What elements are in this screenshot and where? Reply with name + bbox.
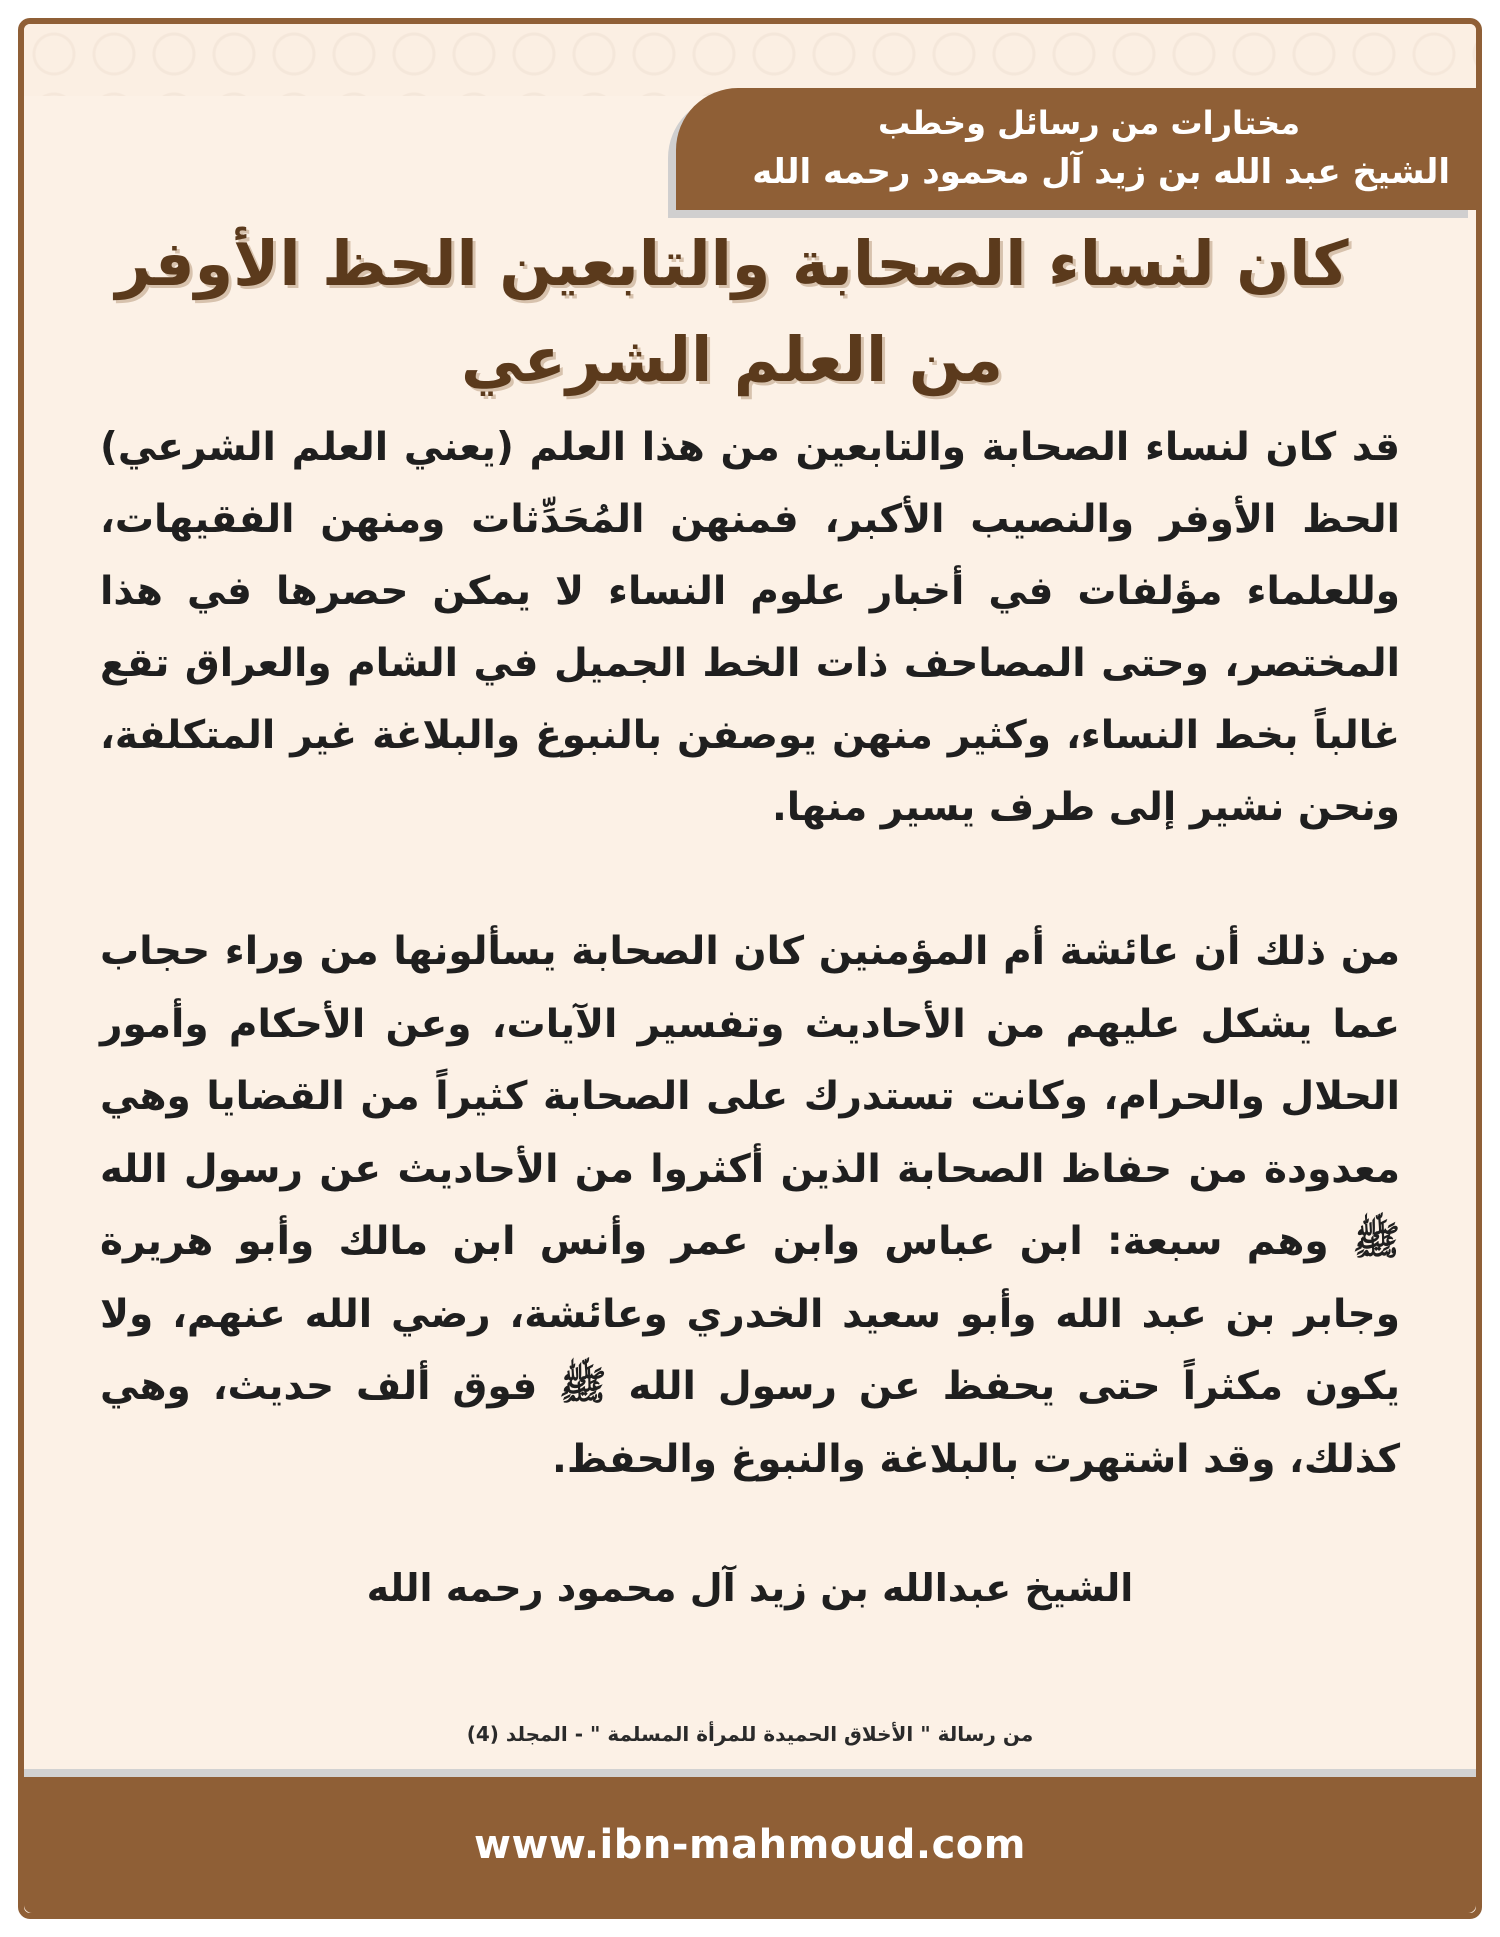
author-signature: الشيخ عبدالله بن زيد آل محمود رحمه الله bbox=[366, 1566, 1134, 1610]
footer-bar bbox=[24, 1777, 1476, 1913]
decorative-pattern bbox=[24, 24, 1476, 96]
series-author: الشيخ عبد الله بن زيد آل محمود رحمه الله bbox=[752, 152, 1450, 192]
series-banner bbox=[676, 88, 1476, 210]
article-title: كان لنساء الصحابة والتابعين الحظ الأوفر من العلم الشرعي bbox=[115, 227, 1349, 396]
series-title: مختارات من رسائل وخطب bbox=[877, 104, 1300, 142]
article-paragraph-1: قد كان لنساء الصحابة والتابعين من هذا العلم (يعني العلم الشرعي) الحظ الأوفر والنصيب الأكبر، فمنهن المُحَدِّثات ومنهن الفقيهات، وللعلماء مؤلفات في أخبار علوم النساء لا يمكن حصرها في هذا المختصر، وحتى المصاحف ذات الخط الجميل في الشام والعراق تقع غالباً بخط النساء، وكثير منهن يوصفن بالنبوغ والبلاغة غير المتكلفة، ونحن نشير إلى طرف يسير منها. bbox=[100, 425, 1400, 830]
website-link[interactable]: www.ibn-mahmoud.com bbox=[474, 1822, 1026, 1868]
article-paragraph-2: من ذلك أن عائشة أم المؤمنين كان الصحابة يسألونها من وراء حجاب عما يشكل عليهم من الأحاديث وتفسير الآيات، وعن الأحكام وأمور الحلال والحرام، وكانت تستدرك على الصحابة كثيراً من القضايا وهي معدودة من حفاظ الصحابة الذين أكثروا من الأحاديث عن رسول الله ﷺ وهم سبعة: ابن عباس وابن عمر وأنس ابن مالك وأبو هريرة وجابر بن عبد الله وأبو سعيد الخدري وعائشة، رضي الله عنهم، ولا يكون مكثراً حتى يحفظ عن رسول الله ﷺ فوق ألف حديث، وهي كذلك، وقد اشتهرت بالبلاغة والنبوغ والحفظ. bbox=[100, 929, 1400, 1482]
source-citation: من رسالة " الأخلاق الحميدة للمرأة المسلمة " - المجلد (4) bbox=[466, 1722, 1034, 1746]
